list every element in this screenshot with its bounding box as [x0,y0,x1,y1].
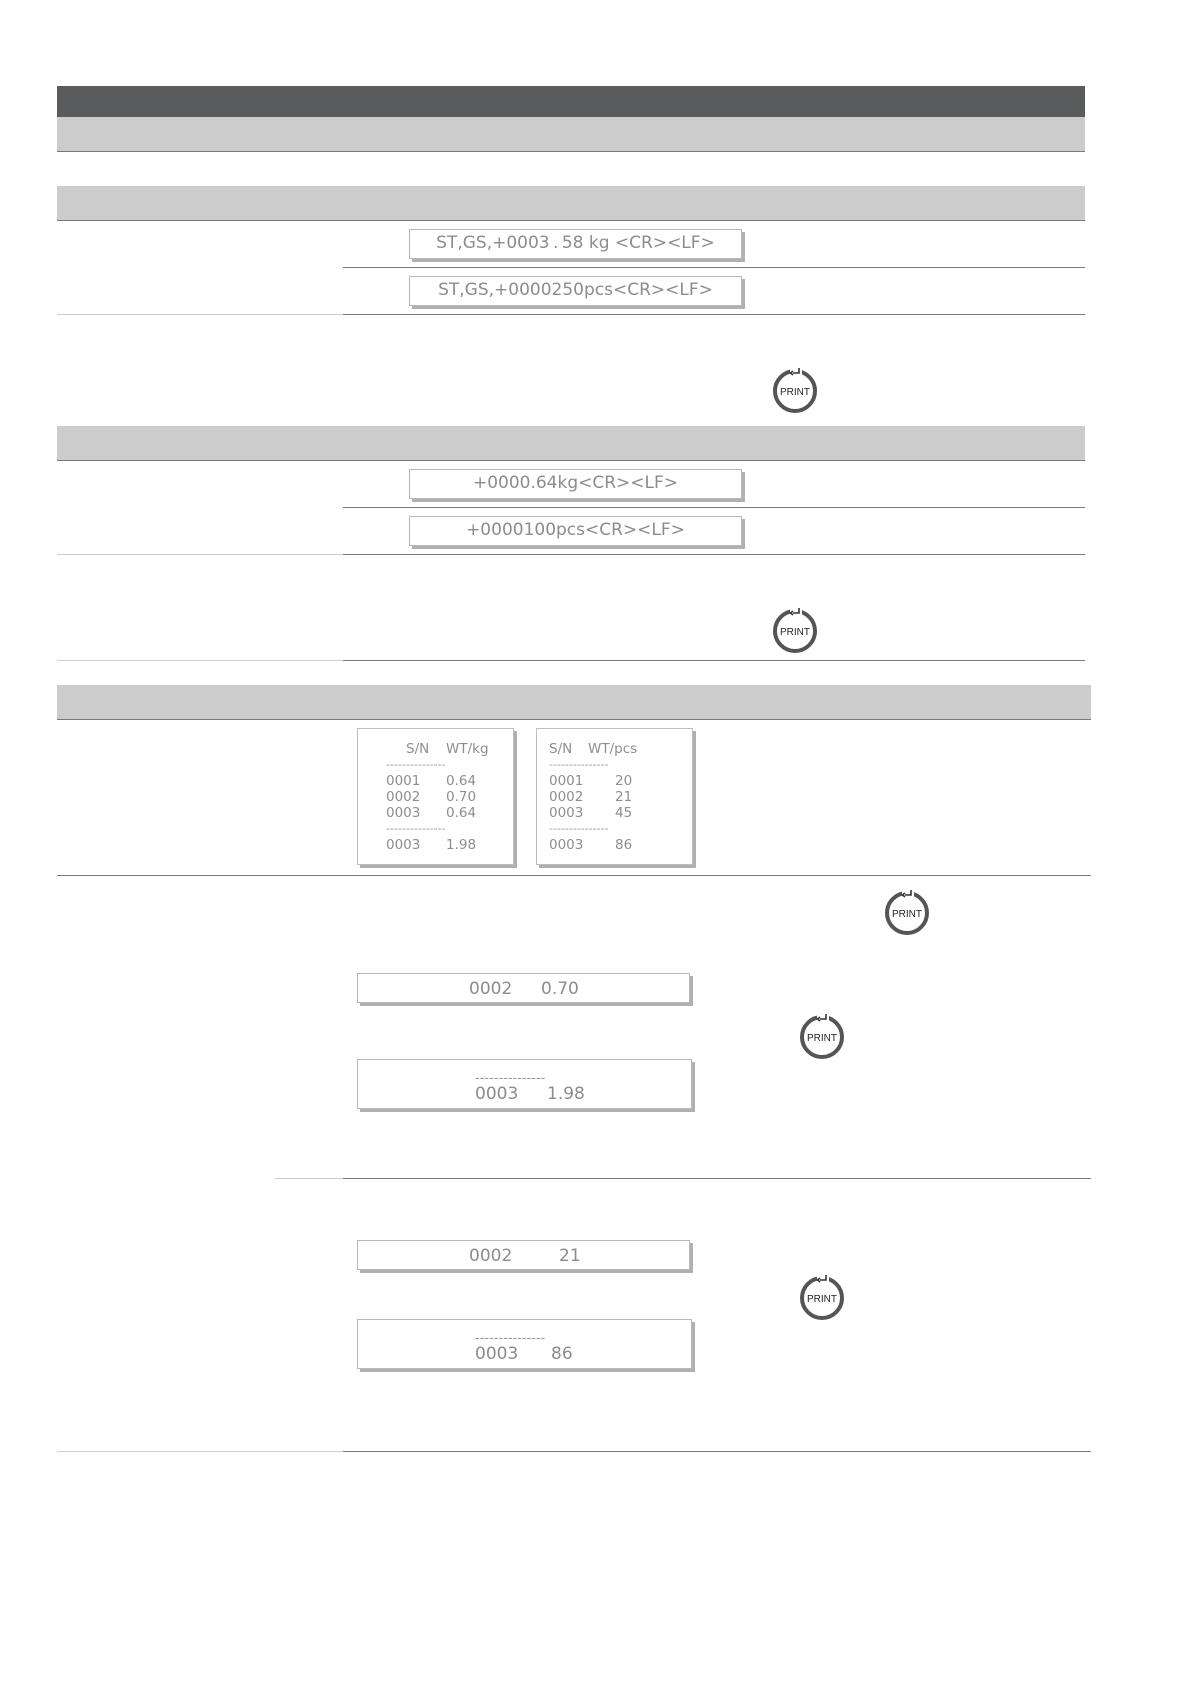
print-key-icon [770,364,820,414]
receipt-row-sn: 0003 [386,805,421,821]
print-key [770,604,820,654]
svg-text:PRINT: PRINT [807,1294,837,1305]
printed-wt: 0.70 [541,979,579,999]
printed-sn: 0003 [475,1344,519,1364]
receipt-header-wt: WT/kg [446,741,489,757]
receipt-count [536,728,693,865]
receipt-row-sn: 0002 [549,789,584,805]
divider [343,314,1085,315]
output-box-simple-weight [409,469,742,499]
receipt-rule: --------------- [549,822,609,835]
output-box-continuous-weight [409,229,742,259]
printed-line-weight [357,973,690,1003]
section-band-2 [57,426,1085,460]
printed-sn: 0002 [469,979,513,999]
divider [343,554,1085,555]
divider [57,151,1085,152]
printed-rule: --------------- [475,1071,546,1086]
svg-text:PRINT: PRINT [892,909,922,920]
print-key-icon [882,886,932,936]
print-key [797,1010,847,1060]
receipt-row-sn: 0002 [386,789,421,805]
receipt-row-wt: 21 [615,789,633,805]
receipt-rule: --------------- [386,822,446,835]
table-header-dark [57,86,1085,117]
output-text: +0000100pcs<CR><LF> [466,520,685,540]
divider [57,660,343,661]
printed-wt: 86 [551,1344,573,1364]
receipt-total-wt: 86 [615,837,633,853]
printed-wt: 21 [559,1246,581,1266]
print-key-icon [797,1271,847,1321]
print-key [770,364,820,414]
divider [57,1451,343,1452]
receipt-header-wt: WT/pcs [588,741,638,757]
svg-text:PRINT: PRINT [780,387,810,398]
print-key [882,886,932,936]
printed-sn: 0002 [469,1246,513,1266]
receipt-total-wt: 1.98 [446,837,477,853]
section-band-3 [57,685,1091,719]
divider [343,507,1085,508]
receipt-row-wt: 20 [615,773,633,789]
receipt-total-sn: 0003 [386,837,421,853]
print-key-icon [770,604,820,654]
receipt-row-wt: 0.64 [446,805,477,821]
receipt-row-sn: 0001 [386,773,421,789]
receipt-row-wt: 45 [615,805,633,821]
printed-wt: 1.98 [547,1084,585,1104]
svg-text:PRINT: PRINT [807,1033,837,1044]
print-key [797,1271,847,1321]
output-text: ST,GS,+0000250pcs<CR><LF> [438,280,713,300]
printed-rule: --------------- [475,1331,546,1346]
receipt-header-sn: S/N [406,741,430,757]
receipt-rule: --------------- [549,758,609,771]
printed-sn: 0003 [475,1084,519,1104]
receipt-header-sn: S/N [549,741,573,757]
printed-total-weight [357,1059,692,1109]
table-subheader [57,117,1085,151]
printed-total-count [357,1319,692,1369]
receipt-row-wt: 0.64 [446,773,477,789]
receipt-row-sn: 0003 [549,805,584,821]
divider [57,719,1091,720]
divider [57,220,1085,221]
svg-text:PRINT: PRINT [780,627,810,638]
divider [343,1451,1091,1452]
divider [343,660,1085,661]
output-text: +0000.64kg<CR><LF> [472,473,679,493]
section-band-1 [57,186,1085,220]
receipt-total-sn: 0003 [549,837,584,853]
print-key-icon [797,1010,847,1060]
divider [57,875,1091,876]
receipt-rule: --------------- [386,758,446,771]
output-box-continuous-count [409,276,742,306]
output-box-simple-count [409,516,742,546]
divider [275,1178,343,1179]
divider [57,314,343,315]
receipt-weight [357,728,514,865]
divider [343,1178,1091,1179]
receipt-row-wt: 0.70 [446,789,477,805]
divider [57,554,343,555]
receipt-row-sn: 0001 [549,773,584,789]
output-text: ST,GS,+0003 . 58 kg <CR><LF> [436,233,715,253]
divider [57,460,1085,461]
printed-line-count [357,1240,690,1270]
divider [343,267,1085,268]
